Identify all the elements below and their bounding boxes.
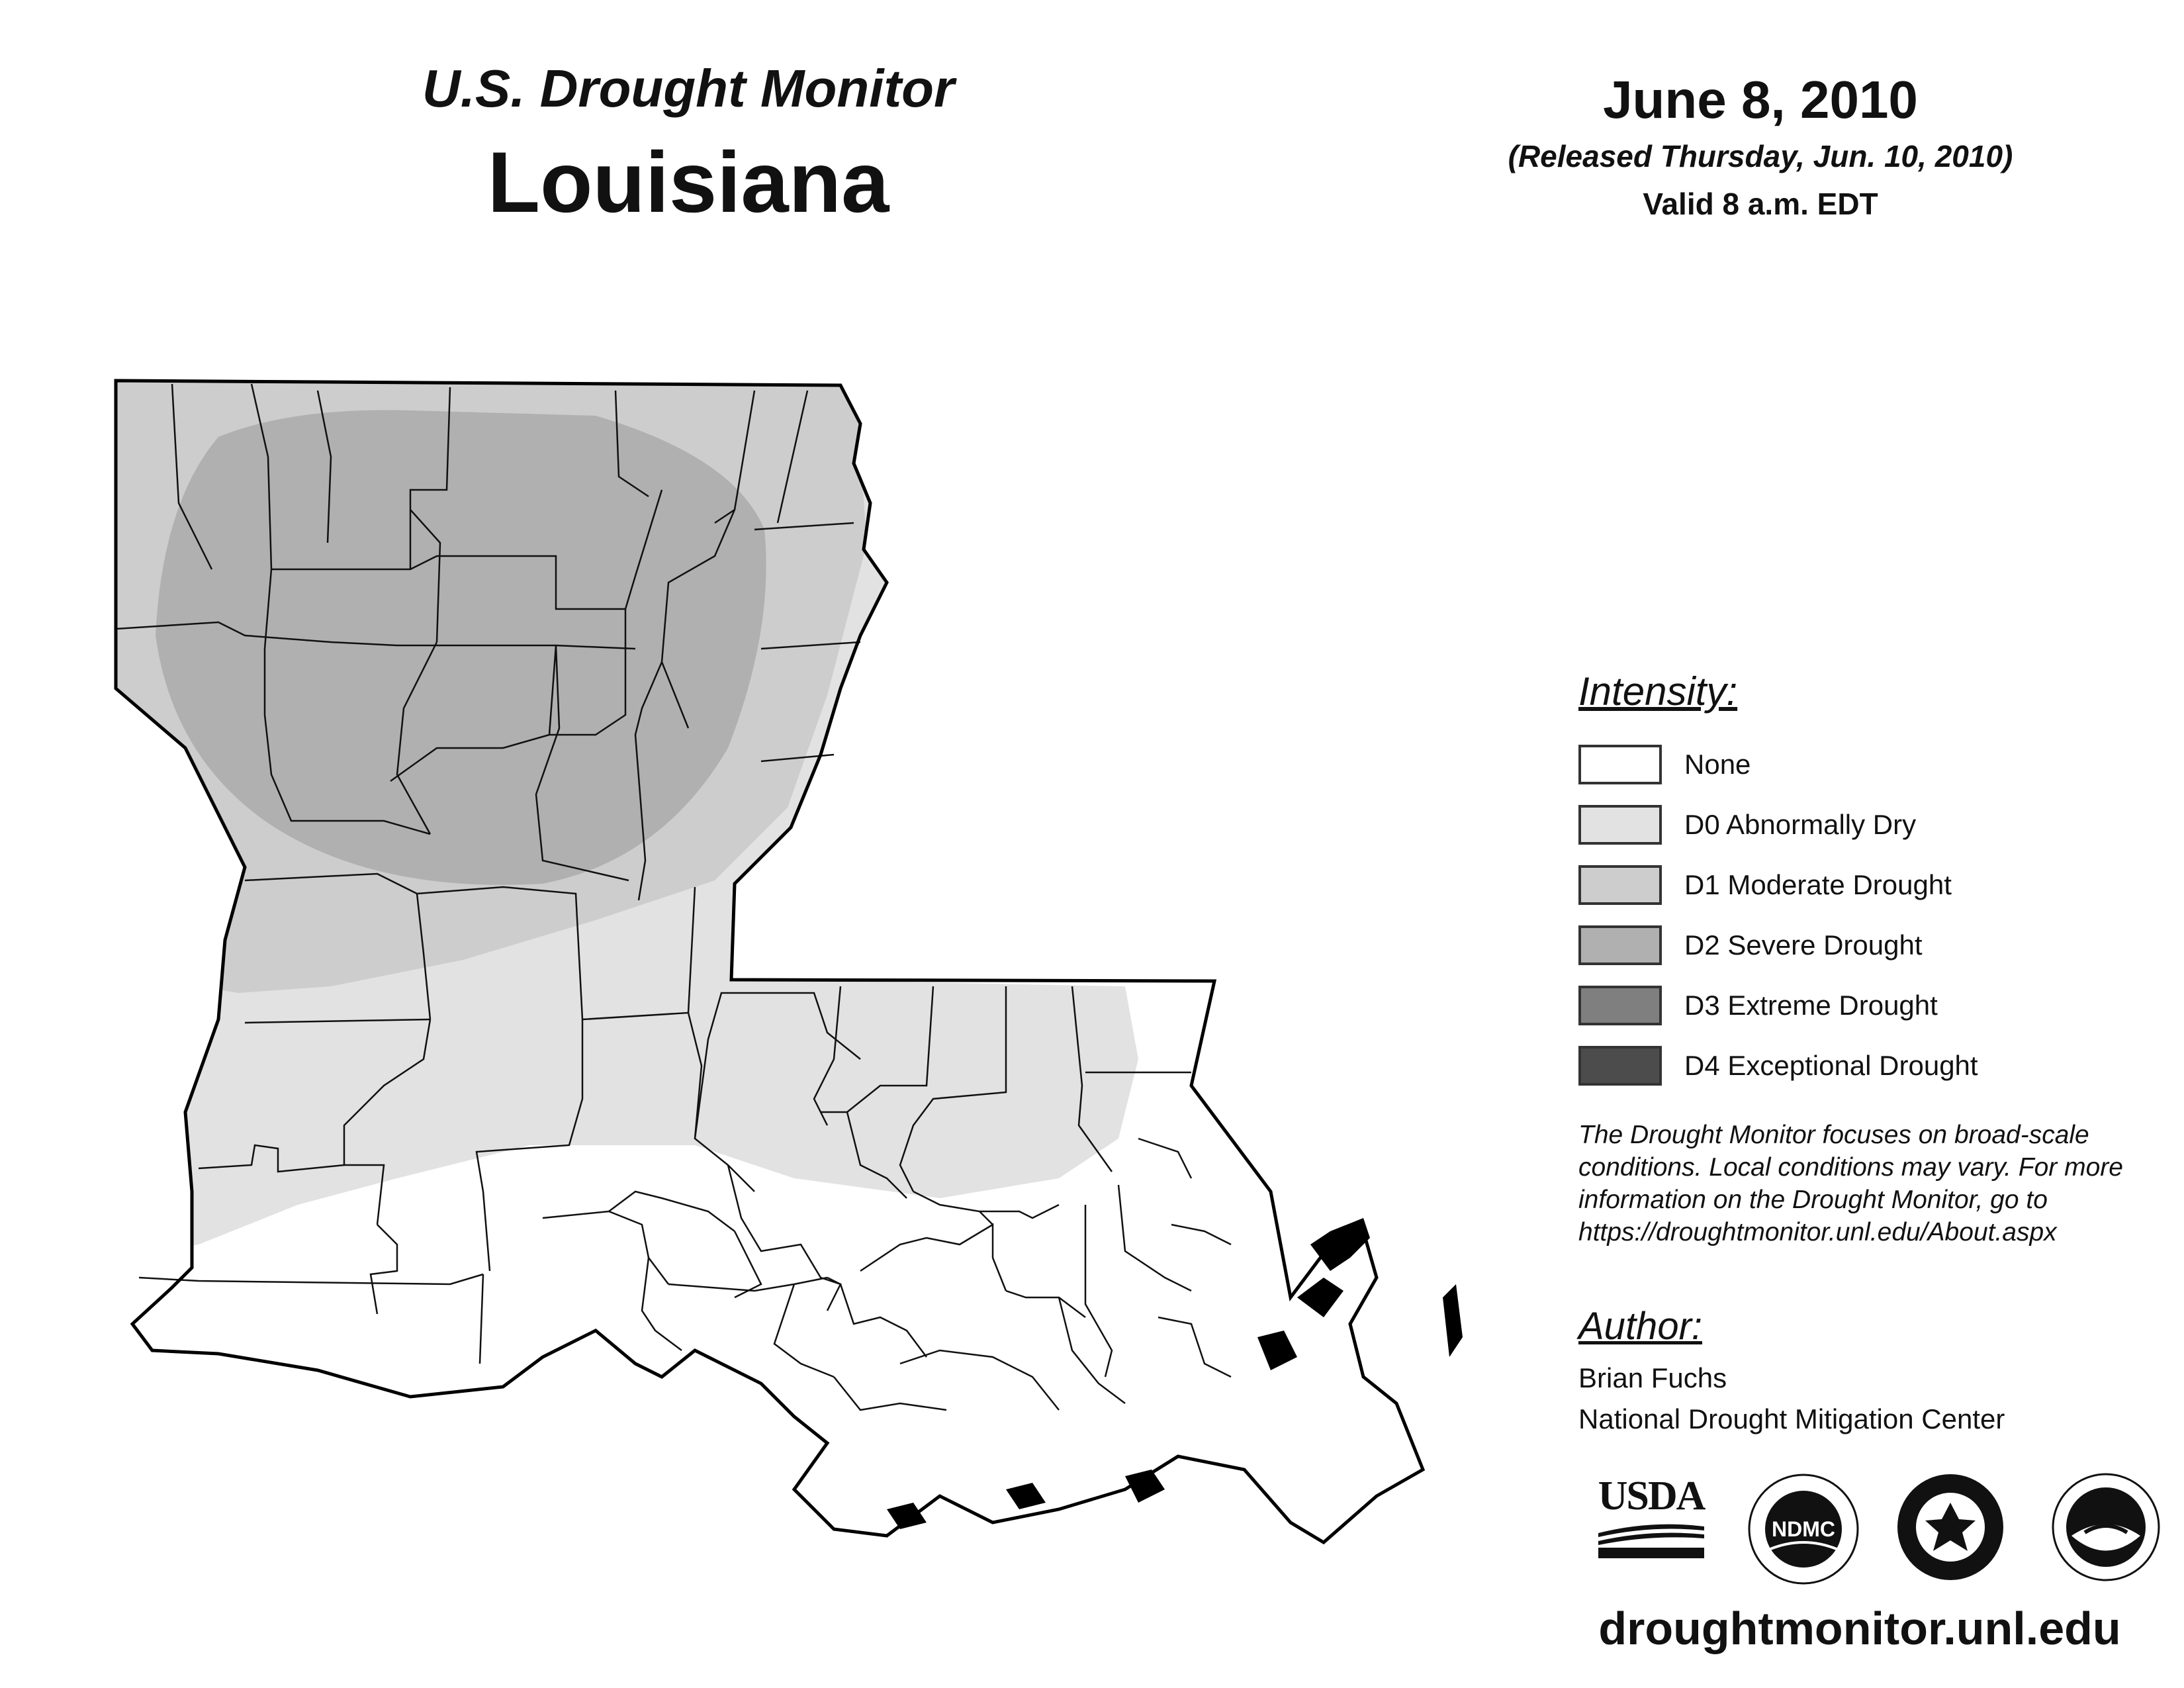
note-line: information on the Drought Monitor, go to (1578, 1186, 2048, 1214)
legend-item-d0 (1578, 794, 2161, 855)
author-name: Brian Fuchs (1578, 1362, 1727, 1393)
legend-swatch (1578, 745, 1662, 784)
legend-label: None (1684, 748, 1751, 780)
usda-logo (1595, 1473, 1707, 1559)
release-date: (Released Thursday, Jun. 10, 2010) (1508, 139, 2013, 173)
website-link[interactable]: droughtmonitor.unl.edu (1598, 1603, 2121, 1654)
noaa-logo (2052, 1473, 2161, 1582)
usda-logo-text: USDA (1598, 1474, 1705, 1519)
map-date: June 8, 2010 (1603, 70, 1918, 129)
commerce-seal (1896, 1473, 2005, 1582)
valid-time: Valid 8 a.m. EDT (1643, 187, 1878, 221)
note-line: The Drought Monitor focuses on broad-scale (1578, 1121, 2089, 1149)
note-url[interactable]: https://droughtmonitor.unl.edu/About.aspx (1578, 1218, 2057, 1246)
legend-item-d4 (1578, 1035, 2161, 1096)
legend-swatch (1578, 865, 1662, 905)
legend-item-d2 (1578, 915, 2161, 975)
legend-swatch (1578, 925, 1662, 965)
date-block (1430, 70, 2091, 222)
legend-item-d1 (1578, 855, 2161, 915)
state-name: Louisiana (487, 134, 889, 230)
author-heading: Author: (1578, 1305, 1702, 1348)
legend-label: D4 Exceptional Drought (1684, 1049, 1978, 1081)
legend-label: D3 Extreme Drought (1684, 989, 1938, 1021)
legend-item-none (1578, 734, 2161, 794)
legend-swatch (1578, 986, 1662, 1025)
ndmc-logo-text: NDMC (1772, 1517, 1835, 1541)
legend (1578, 669, 2161, 1096)
legend-title: Intensity: (1578, 669, 1738, 714)
ndmc-logo (1747, 1473, 1860, 1585)
legend-label: D0 Abnormally Dry (1684, 808, 1917, 840)
note-line: conditions. Local conditions may vary. For more (1578, 1153, 2123, 1182)
legend-swatch (1578, 1046, 1662, 1086)
author-organization: National Drought Mitigation Center (1578, 1403, 2005, 1434)
legend-swatch (1578, 805, 1662, 845)
map-title: U.S. Drought Monitor (422, 59, 955, 118)
disclaimer-note (1578, 1119, 2174, 1248)
legend-item-d3 (1578, 975, 2161, 1035)
legend-label: D2 Severe Drought (1684, 929, 1923, 961)
usda-field-icon (1595, 1520, 1707, 1560)
legend-label: D1 Moderate Drought (1684, 868, 1952, 900)
